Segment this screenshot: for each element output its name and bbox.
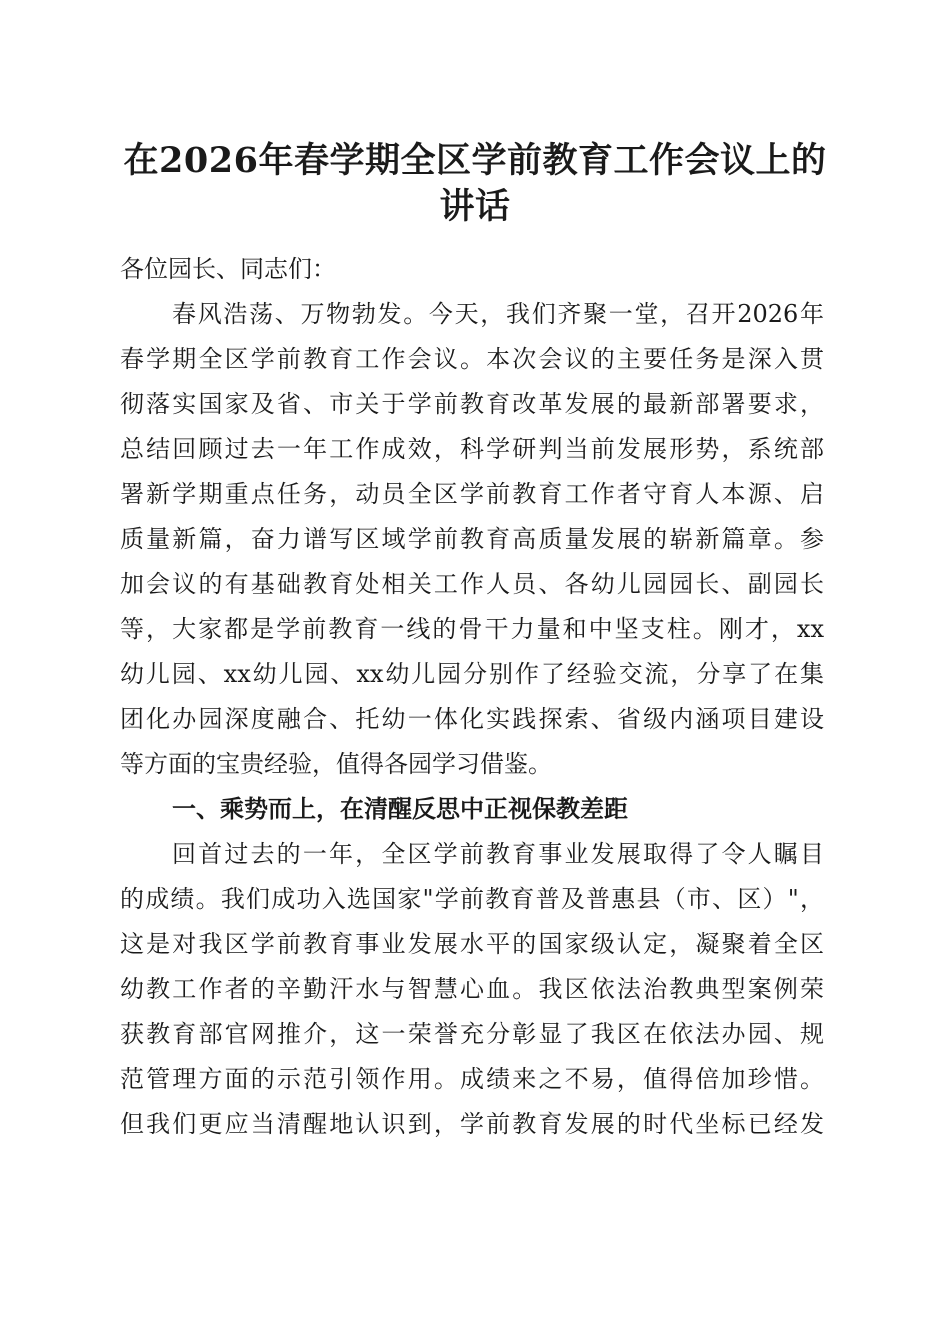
- paragraph-1-line: [172, 292, 824, 337]
- paragraph-2-line: [120, 922, 824, 967]
- paragraph-1-line-text: 幼儿园、xx幼儿园、xx幼儿园分别作了经验交流，分享了在集: [120, 660, 824, 688]
- paragraph-1-line-text: 春学期全区学前教育工作会议。本次会议的主要任务是深入贯: [120, 345, 824, 373]
- paragraph-1-line: [120, 517, 824, 562]
- paragraph-1-line-text: 春风浩荡、万物勃发。今天，我们齐聚一堂，召开2026年: [172, 300, 824, 328]
- salutation: 各位园长、同志们：: [120, 255, 336, 283]
- paragraph-1-line-text: 团化办园深度融合、托幼一体化实践探索、省级内涵项目建设: [120, 705, 824, 733]
- paragraph-2-line: [120, 967, 824, 1012]
- document-title-line-2: 讲话: [439, 186, 511, 227]
- paragraph-1-line: [120, 562, 824, 607]
- paragraph-1-line-text: 等，大家都是学前教育一线的骨干力量和中坚支柱。刚才，xx: [120, 615, 824, 643]
- paragraph-2-line: [120, 877, 824, 922]
- paragraph-1-line: [120, 427, 824, 472]
- section-heading-1: 一、乘势而上，在清醒反思中正视保教差距: [172, 795, 628, 823]
- paragraph-1-line: [120, 472, 824, 517]
- paragraph-1-line: [120, 382, 824, 427]
- paragraph-2-line-text: 幼教工作者的辛勤汗水与智慧心血。我区依法治教典型案例荣: [120, 975, 824, 1003]
- paragraph-1-line-text: 彻落实国家及省、市关于学前教育改革发展的最新部署要求，: [120, 390, 824, 418]
- paragraph-1-line-text: 署新学期重点任务，动员全区学前教育工作者守育人本源、启: [120, 480, 824, 508]
- paragraph-1-last-line: 等方面的宝贵经验，值得各园学习借鉴。: [120, 750, 552, 778]
- paragraph-2-line-text: 但我们更应当清醒地认识到，学前教育发展的时代坐标已经发: [120, 1110, 824, 1138]
- paragraph-1-line: [120, 607, 824, 652]
- paragraph-2-line: [120, 1102, 824, 1147]
- paragraph-2-line: [120, 1012, 824, 1057]
- paragraph-1-line: [120, 652, 824, 697]
- paragraph-2-line-text: 这是对我区学前教育事业发展水平的国家级认定，凝聚着全区: [120, 930, 824, 958]
- paragraph-1-line: [120, 697, 824, 742]
- paragraph-2-line: [172, 832, 824, 877]
- paragraph-1-line-text: 加会议的有基础教育处相关工作人员、各幼儿园园长、副园长: [120, 570, 824, 598]
- document-title-line-1: 在2026年春学期全区学前教育工作会议上的: [123, 140, 827, 181]
- paragraph-2-line-text: 的成绩。我们成功入选国家"学前教育普及普惠县（市、区）"，: [120, 885, 824, 913]
- paragraph-2-line-text: 获教育部官网推介，这一荣誉充分彰显了我区在依法办园、规: [120, 1020, 824, 1048]
- paragraph-1-line-text: 总结回顾过去一年工作成效，科学研判当前发展形势，系统部: [120, 435, 824, 463]
- paragraph-1-line-text: 质量新篇，奋力谱写区域学前教育高质量发展的崭新篇章。参: [120, 525, 824, 553]
- paragraph-2-line-text: 范管理方面的示范引领作用。成绩来之不易，值得倍加珍惜。: [120, 1065, 824, 1093]
- paragraph-1-line: [120, 337, 824, 382]
- paragraph-2-line: [120, 1057, 824, 1102]
- paragraph-2-line-text: 回首过去的一年，全区学前教育事业发展取得了令人瞩目: [172, 840, 824, 868]
